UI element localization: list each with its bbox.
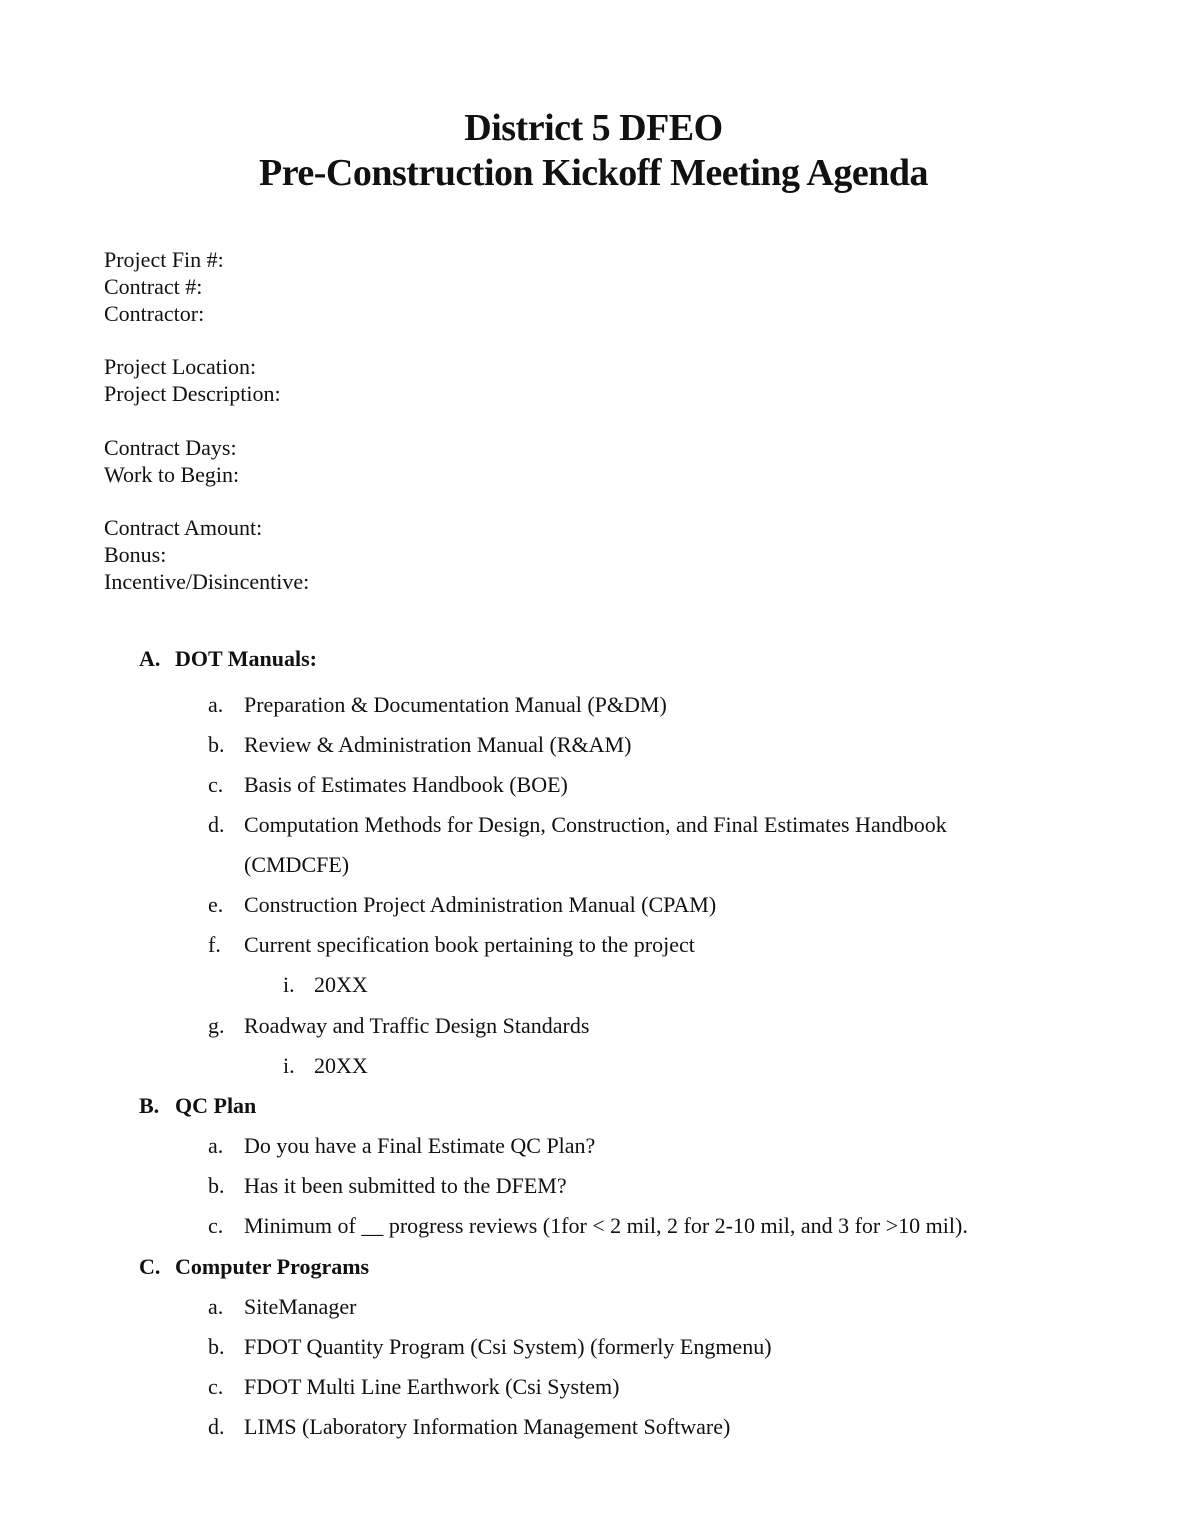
section-number: B.: [139, 1093, 160, 1118]
list-item-continuation: (CMDCFE): [244, 852, 350, 877]
list-item: [208, 932, 695, 958]
item-text: Roadway and Traffic Design Standards: [244, 1013, 590, 1038]
section-title: QC Plan: [175, 1093, 257, 1118]
item-text: Construction Project Administration Manual (CPAM): [244, 892, 717, 917]
item-text: 20XX: [314, 1053, 368, 1078]
list-item: [208, 1294, 356, 1320]
item-marker: e.: [208, 892, 224, 917]
item-text: Basis of Estimates Handbook (BOE): [244, 772, 568, 797]
item-marker: i.: [283, 1053, 295, 1078]
section-heading-dot-manuals: [139, 646, 317, 672]
item-marker: a.: [208, 1133, 224, 1158]
item-marker: f.: [208, 932, 221, 957]
field-group-project-ids: [104, 246, 224, 327]
list-item: [208, 892, 716, 918]
field-group-financial: [104, 514, 309, 595]
section-heading-computer-programs: [139, 1254, 369, 1280]
field-contract-amount: Contract Amount:: [104, 515, 263, 540]
item-text: LIMS (Laboratory Information Management Software): [244, 1414, 731, 1439]
item-text: Current specification book pertaining to the project: [244, 932, 695, 957]
field-bonus: Bonus:: [104, 542, 167, 567]
list-item: [208, 1013, 589, 1039]
item-marker: b.: [208, 732, 225, 757]
field-group-schedule: [104, 434, 239, 488]
item-text: Minimum of __ progress reviews (1for < 2 mil, 2 for 2-10 mil, and 3 for >10 mil).: [244, 1213, 968, 1238]
field-project-fin: Project Fin #:: [104, 247, 224, 272]
list-item: [208, 692, 667, 718]
section-heading-qc-plan: [139, 1093, 256, 1119]
item-text: Computation Methods for Design, Construction, and Final Estimates Handbook: [244, 812, 947, 837]
item-marker: b.: [208, 1173, 225, 1198]
section-number: C.: [139, 1254, 161, 1279]
item-text: Do you have a Final Estimate QC Plan?: [244, 1133, 596, 1158]
item-marker: a.: [208, 692, 224, 717]
item-text: SiteManager: [244, 1294, 357, 1319]
item-text: FDOT Multi Line Earthwork (Csi System): [244, 1374, 620, 1399]
item-marker: c.: [208, 772, 224, 797]
list-item: [208, 772, 568, 798]
list-item: [208, 732, 631, 758]
field-group-project-location: [104, 353, 281, 407]
item-marker: c.: [208, 1374, 224, 1399]
field-contract-number: Contract #:: [104, 274, 203, 299]
list-item: [208, 1334, 772, 1360]
list-item: [208, 1133, 595, 1159]
item-text: Has it been submitted to the DFEM?: [244, 1173, 567, 1198]
section-title: DOT Manuals:: [175, 646, 318, 671]
list-item: [208, 1374, 619, 1400]
list-item: [208, 1213, 968, 1239]
section-number: A.: [139, 646, 161, 671]
document-title: District 5 DFEO: [464, 107, 723, 149]
section-title: Computer Programs: [175, 1254, 370, 1279]
item-marker: b.: [208, 1334, 225, 1359]
item-marker: a.: [208, 1294, 224, 1319]
field-project-description: Project Description:: [104, 381, 281, 406]
item-marker: c.: [208, 1213, 224, 1238]
item-text: Preparation & Documentation Manual (P&DM): [244, 692, 667, 717]
item-text: 20XX: [314, 972, 368, 997]
sub-list-item: [283, 972, 368, 998]
item-marker: i.: [283, 972, 295, 997]
item-text: FDOT Quantity Program (Csi System) (formerly Engmenu): [244, 1334, 772, 1359]
item-marker: g.: [208, 1013, 225, 1038]
field-contractor: Contractor:: [104, 301, 205, 326]
field-project-location: Project Location:: [104, 354, 257, 379]
field-incentive-disincentive: Incentive/Disincentive:: [104, 569, 310, 594]
field-contract-days: Contract Days:: [104, 435, 237, 460]
list-item: [208, 1414, 730, 1440]
document-subtitle: Pre-Construction Kickoff Meeting Agenda: [259, 152, 928, 194]
sub-list-item: [283, 1053, 368, 1079]
list-item: [208, 812, 947, 838]
list-item: [208, 1173, 567, 1199]
item-marker: d.: [208, 812, 225, 837]
item-text: Review & Administration Manual (R&AM): [244, 732, 632, 757]
item-marker: d.: [208, 1414, 225, 1439]
field-work-to-begin: Work to Begin:: [104, 462, 240, 487]
